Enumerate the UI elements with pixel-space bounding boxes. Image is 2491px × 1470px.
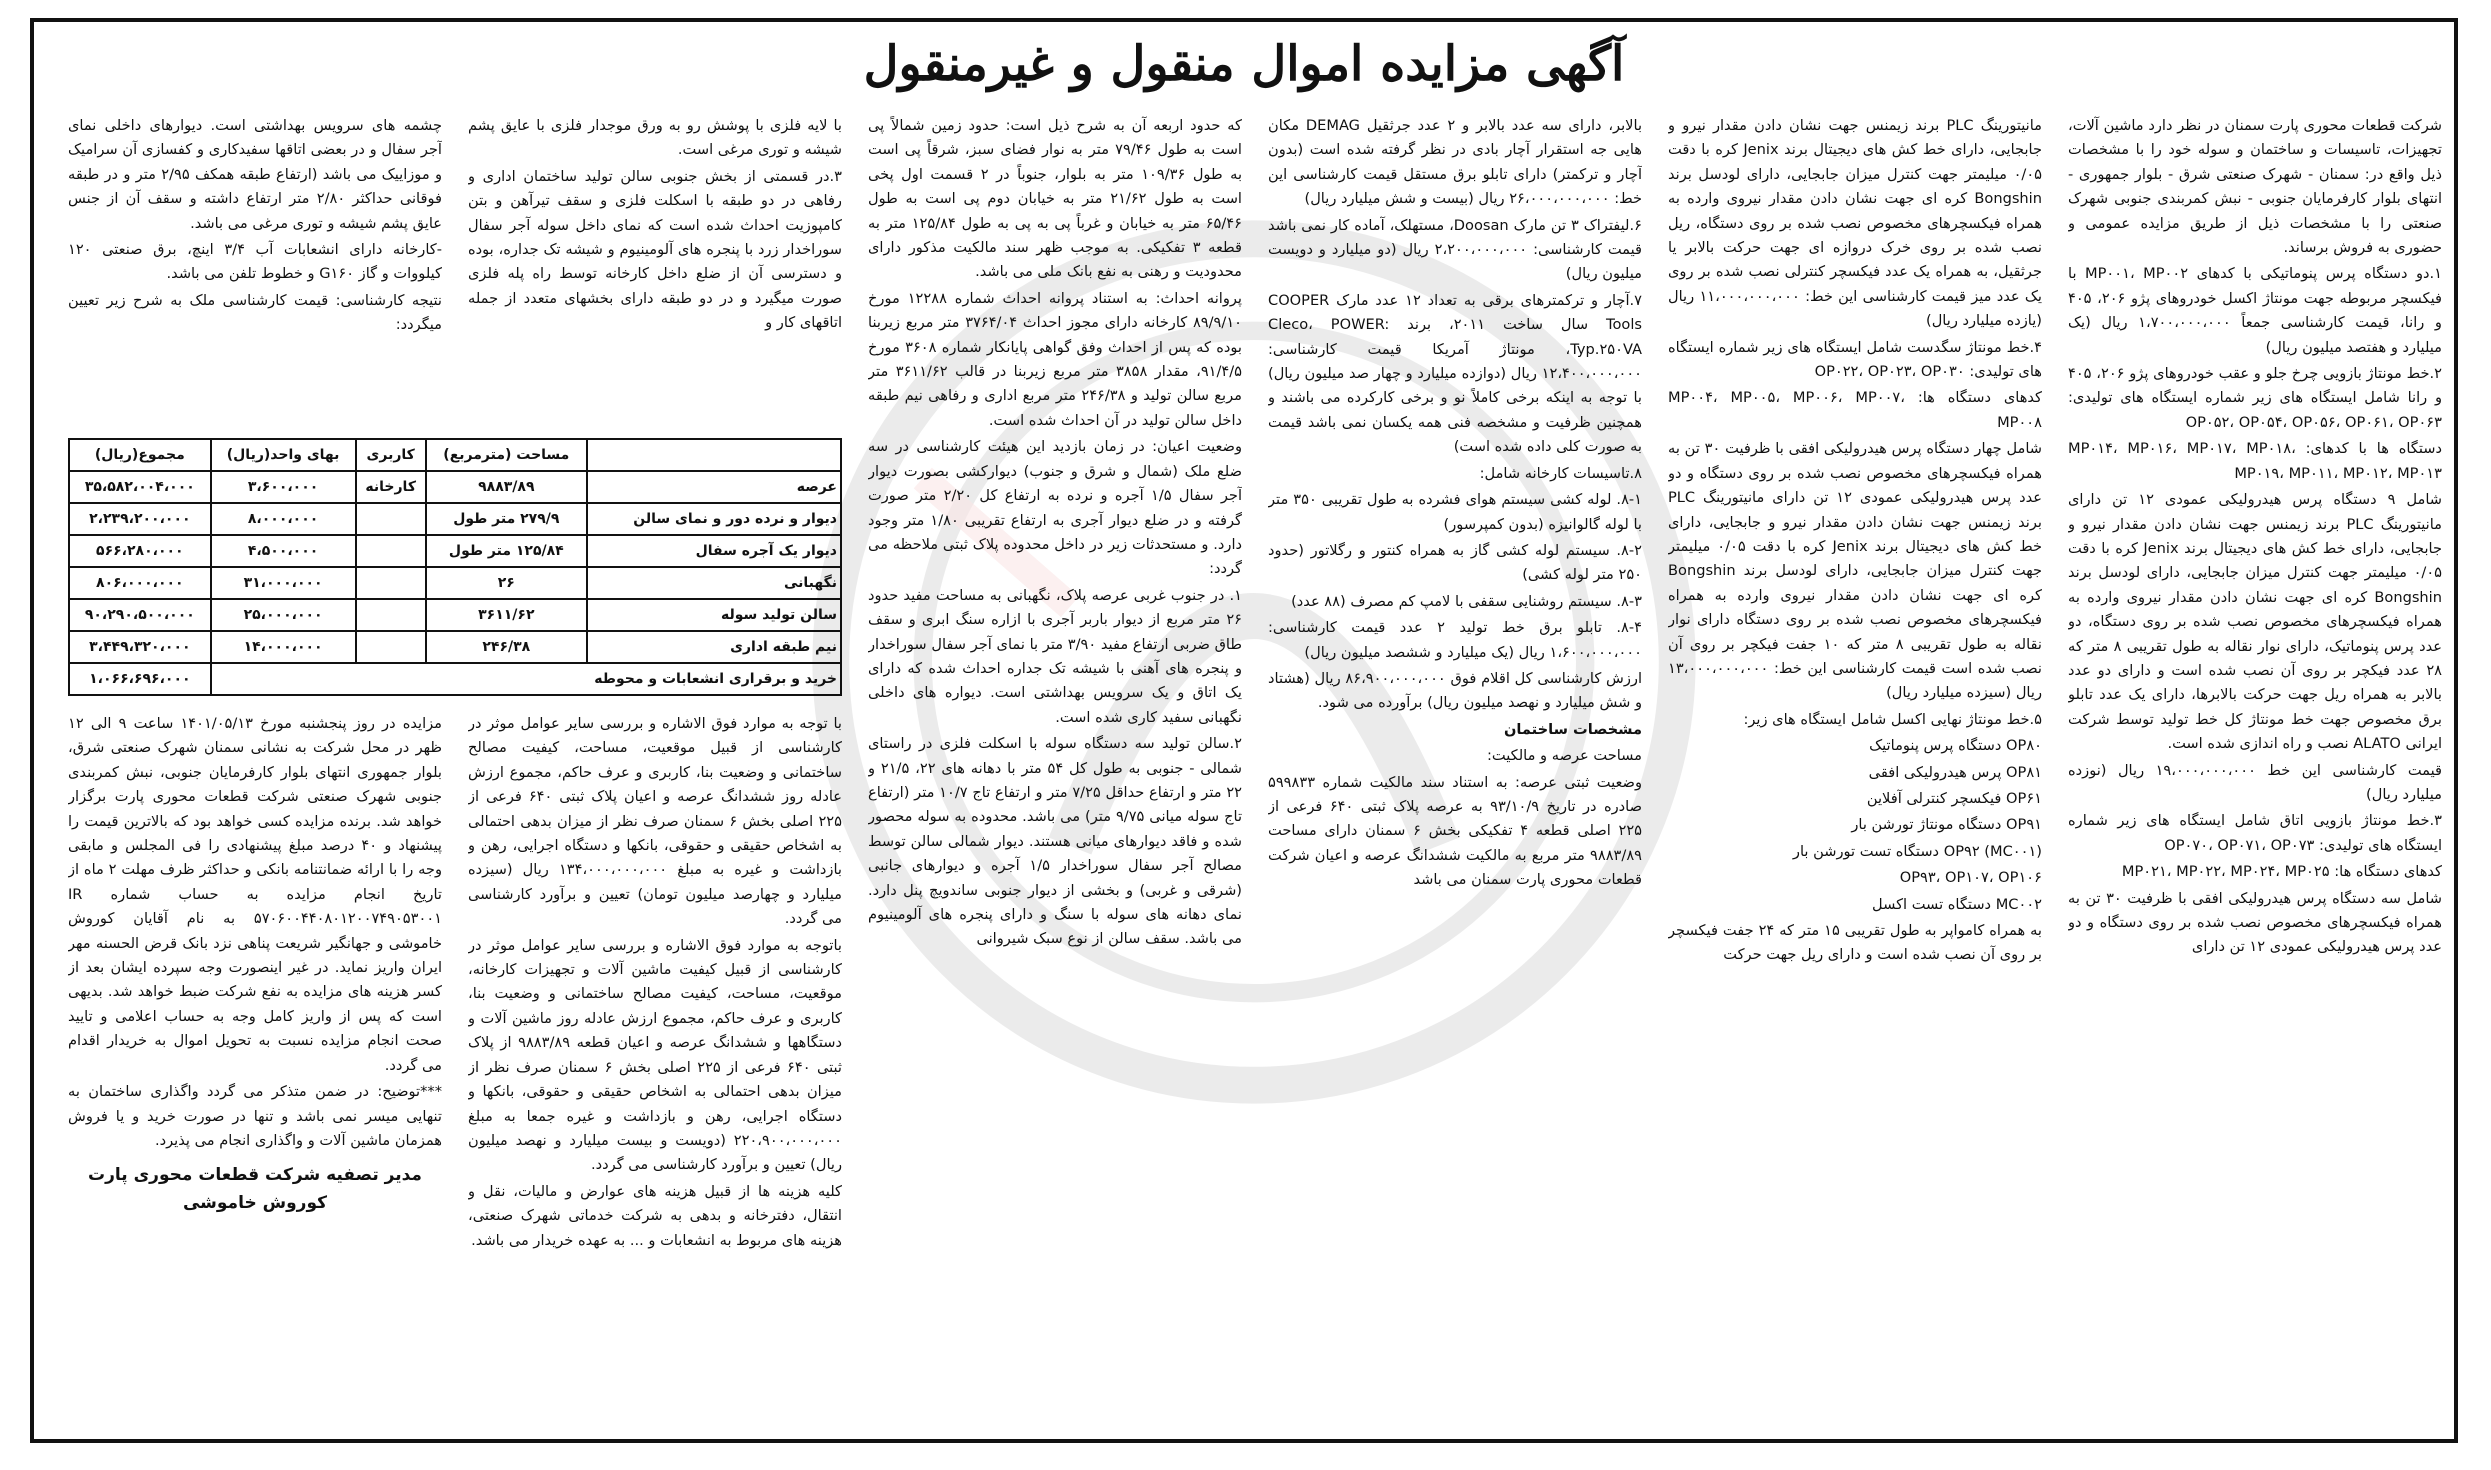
notice-frame <box>30 18 2458 1443</box>
paragraph: مشخصات ساختمان <box>1503 720 1642 738</box>
table-cell <box>356 599 426 631</box>
valuation-table <box>68 438 842 696</box>
paragraph: با توجه به موارد فوق الاشاره و بررسی سایر عوامل موثر در کارشناسی از قبیل موقعیت، مساحت، کیفیت مصالح ساختمانی و وضعیت بنا، کاربری و عرف حاکم، مجموع ارزش عادله روز ششدانگ عرصه و اعیان پلاک ثبتی ۶۴۰ فرعی از ۲۲۵ اصلی بخش ۶ سمنان صرف نظر از میزان بدهی احتمالی به اشخاص حقیقی و حقوقی، بانکها و دستگاه اجرایی، رهن و بازداشت و غیره به مبلغ ۱۳۴،۰۰۰،۰۰۰،۰۰۰ ریال (سیزده میلیارد و چهارصد میلیون تومان) تعیین و برآورد کارشناسی می گردد. <box>468 715 842 928</box>
paragraph: ***توضیح: در ضمن متذکر می گردد واگذاری ساختمان به تنهایی میسر نمی باشد و تنها در صورت خرید و یا فروش همزمان ماشین آلات و واگذاری انجام می پذیرد. <box>68 1083 442 1149</box>
table-header-cell: بهای واحد(ریال) <box>211 439 356 471</box>
table-cell <box>356 503 426 535</box>
paragraph: نتیجه کارشناسی: قیمت کارشناسی ملک به شرح زیر تعیین میگردد: <box>68 291 442 334</box>
table-cell: ۲،۲۳۹،۲۰۰،۰۰۰ <box>69 503 211 535</box>
paragraph: ۸-۴. تابلو برق خط تولید ۲ عدد قیمت کارشناسی: ۱،۶۰۰،۰۰۰،۰۰۰ ریال (یک میلیارد و ششصد میلیون ریال) <box>1268 619 1642 661</box>
paragraph: قیمت کارشناسی این خط ۱۹،۰۰۰،۰۰۰،۰۰۰ ریال (نوزده میلیارد ریال) <box>2068 761 2442 803</box>
column-2 <box>1668 114 2042 1429</box>
paragraph: ۳.خط مونتاژ بازویی اتاق شامل ایستگاه های زیر شماره ایستگاه های تولیدی: OP۰۷۰، OP۰۷۱، OP۰۷۳ <box>2068 812 2442 854</box>
table-cell: دیوار یک آجره سفال <box>587 535 841 567</box>
table-cell: ۸،۰۰۰،۰۰۰ <box>211 503 356 535</box>
table-row <box>69 471 841 503</box>
paragraph: ۱.دو دستگاه پرس پنوماتیکی با کدهای MP۰۰۱، MP۰۰۲ با فیکسچر مربوطه جهت مونتاژ اکسل خودروهای پژو ۲۰۶، ۴۰۵ و رانا، قیمت کارشناسی جمعاً ۱،۷۰۰،۰۰۰،۰۰۰ ریال (یک میلیارد و هفتصد میلیون ریال) <box>2068 265 2442 356</box>
paragraph: مانیتورینگ PLC برند زیمنس جهت نشان دادن مقدار نیرو و جابجایی، دارای خط کش های دیجیتال برند Jenix کره با دقت ۰/۰۵ میلیمتر جهت کنترل میزان جابجایی، دارای لودسل برند Bongshin کره ای جهت نشان دادن مقدار نیروی وارده به همراه فیکسچرهای مخصوص نصب شده بر روی دستگاه، ریل نصب شده بر روی خرک دروازه ای جهت حرکت بالابر یا جرثقیل، به همراه یک عدد فیکسچر کنترلی نصب شده بر روی یک عدد میز قیمت کارشناسی این خط: ۱۱،۰۰۰،۰۰۰،۰۰۰ ریال (یازده میلیارد ریال) <box>1668 117 2042 330</box>
paragraph: بالابر، دارای سه عدد بالابر و ۲ عدد جرثقیل DEMAG مکان هایی جه استقرار آچار بادی در نظر گرفته شده است (بدون آچار و ترکمتر) دارای تابلو برق مستقل قیمت کارشناسی این خط: ۲۶،۰۰۰،۰۰۰،۰۰۰ ریال (بیست و شش میلیارد ریال) <box>1268 117 1642 208</box>
table-cell: ۳،۴۴۹،۳۲۰،۰۰۰ <box>69 631 211 663</box>
paragraph: چشمه های سرویس بهداشتی است. دیوارهای داخلی نمای آجر سفال و در بعضی اتاقها سفیدکاری و کفسازی آن سرامیک و موزاییک می باشد (ارتفاع طبقه همکف ۲/۹۵ متر و در طبقه فوقانی حداکثر ۲/۸۰ متر ارتفاع داشته و سقف آن از جنس عایق پشم شیشه و توری مرغی می باشد. <box>68 117 442 232</box>
table-cell: کارخانه <box>356 471 426 503</box>
table-cell: خرید و برقراری انشعابات و محوطه <box>211 663 841 695</box>
paragraph: باتوجه به موارد فوق الاشاره و بررسی سایر عوامل موثر در کارشناسی از قبیل کیفیت ماشین آلات و تجهیزات کارخانه، موقعیت، مساحت، کیفیت مصالح ساختمانی و وضعیت بنا، کاربری و عرف حاکم، مجموع ارزش عادله روز ماشین آلات و دستگاهها و ششدانگ عرصه و اعیان قطعه ۹۸۸۳/۸۹ از پلاک ثبتی ۶۴۰ فرعی از ۲۲۵ اصلی بخش ۶ سمنان صرف نظر از میزان بدهی احتمالی به اشخاص حقیقی و حقوقی، بانکها و دستگاه اجرایی، رهن و بازداشت و غیره جمعا به مبلغ ۲۲۰،۹۰۰،۰۰۰،۰۰۰ (دویست و بیست میلیارد و نهصد میلیون ریال) تعیین و برآورد کارشناسی می گردد. <box>468 936 842 1174</box>
paragraph: OP۹۲ (MC۰۰۱) دستگاه تست تورشن بار <box>1792 842 2042 860</box>
paragraph: ۸-۱. لوله کشی سیستم هوای فشرده به طول تقریبی ۳۵۰ متر با لوله گالوانیزه (بدون کمپرسور) <box>1268 491 1642 533</box>
table-cell: ۲۴۶/۳۸ <box>426 631 587 663</box>
signature-name: کوروش خاموشی <box>182 1193 327 1214</box>
table-cell: نیم طبقه اداری <box>587 631 841 663</box>
table-cell <box>356 567 426 599</box>
paragraph: وضعیت ثبتی عرصه: به استناد سند مالکیت شماره ۵۹۹۸۳۳ صادره در تاریخ ۹۳/۱۰/۹ به عرصه پلاک ثبتی ۶۴۰ فرعی از ۲۲۵ اصلی قطعه ۴ تفکیکی بخش ۶ سمنان دارای مساحت ۹۸۸۳/۸۹ متر مربع به مالکیت ششدانگ عرصه و اعیان شرکت قطعات محوری پارت سمنان می باشد <box>1268 773 1642 889</box>
table-cell: نگهبانی <box>587 567 841 599</box>
table-cell: ۱،۰۶۶،۶۹۶،۰۰۰ <box>69 663 211 695</box>
signature-block <box>68 1161 442 1217</box>
table-cell: ۲۵،۰۰۰،۰۰۰ <box>211 599 356 631</box>
paragraph: مزایده در روز پنجشنبه مورخ ۱۴۰۱/۰۵/۱۳ ساعت ۹ الی ۱۲ ظهر در محل شرکت به نشانی سمنان شهرک صنعتی شرق، بلوار جمهوری انتهای بلوار کارفرمایان جنوبی، نبش کمربندی جنوبی شهرک صنعتی شرکت قطعات محوری پارت برگزار خواهد شد. برنده مزایده کسی خواهد بود که بالاترین قیمت را پیشنهاد و ۴۰ درصد مبلغ پیشنهادی را فی المجلس و مابقی وجه را با ارائه ضمانتنامه بانکی و حداکثر ظرف مهلت ۲ ماه از تاریخ انجام مزایده به حساب شماره IR ۵۷۰۶۰۰۴۴۰۸۰۱۲۰۰۷۴۹۰۵۳۰۰۱ به نام آقایان کوروش خاموشی و جهانگیر شریعت پناهی نزد بانک قرض الحسنه مهر ایران واریز نماید. در غیر اینصورت وجه سپرده ایشان بعد از کسر هزینه های مزایده به نفع شرکت ضبط خواهد شد. بدیهی است که پس از واریز کامل وجه به حساب اعلامی و تایید صحت انجام مزایده نسبت به تحویل اموال به خریدار اقدام می گردد. <box>68 715 442 1074</box>
paragraph: ۵.خط مونتاژ نهایی اکسل شامل ایستگاه های زیر: <box>1743 710 2042 728</box>
table-header-cell: مجموع(ریال) <box>69 439 211 471</box>
table-cell: ۳،۶۰۰،۰۰۰ <box>211 471 356 503</box>
paragraph: ۲.سالن تولید سه دستگاه سوله با اسکلت فلزی در راستای شمالی - جنوبی به طول کل ۵۴ متر با دهانه های ۲۲، ۲۱/۵ و ۲۲ متر و ارتفاع حداقل ۷/۲۵ متر و ارتفاع تاج ۱۰/۷ متر (ارتفاع تاج سوله میانی ۹/۷۵ متر) می باشد. محدوده به سوله محصور شده و فاقد دیوارهای میانی هستند. دیوار شمالی سالن توسط مصالح آجر سفال سوراخدار ۱/۵ آجره و دیوارهای جانبی (شرقی و غربی) و بخشی از دیوار جنوبی ساندویچ پنل دارد. نمای دهانه های سوله با سنگ و دارای پنجره های آلومینیوم می باشد. سقف سالن از نوع سبک شیروانی <box>868 735 1242 948</box>
table-cell: ۹۸۸۳/۸۹ <box>426 471 587 503</box>
paragraph: -کارخانه دارای انشعابات آب ۳/۴ اینچ، برق صنعتی ۱۲۰ کیلووات و گاز G۱۶۰ و خطوط تلفن می باشد. <box>68 241 442 283</box>
column-3 <box>1268 114 1642 1429</box>
table-cell: ۱۴،۰۰۰،۰۰۰ <box>211 631 356 663</box>
paragraph: شامل سه دستگاه پرس هیدرولیکی افقی با ظرفیت ۳۰ تن به همراه فیکسچرهای مخصوص نصب شده بر روی دستگاه و دو عدد پرس هیدرولیکی عمودی ۱۲ تن دارای <box>2068 889 2442 956</box>
paragraph: OP۸۱ پرس هیدرولیکی افقی <box>1868 763 2042 781</box>
table-cell: ۳۵،۵۸۲،۰۰۴،۰۰۰ <box>69 471 211 503</box>
paragraph: ۴.خط مونتاژ سگدست شامل ایستگاه های زیر شماره ایستگاه های تولیدی: OP۰۲۲، OP۰۲۳، OP۰۳۰ <box>1668 338 2042 381</box>
notice-title: آگهی مزایده اموال منقول و غیرمنقول <box>863 36 1625 92</box>
paragraph: OP۸۰ دستگاه پرس پنوماتیک <box>1869 737 2042 755</box>
paragraph: ۸-۳. سیستم روشنایی سقفی با لامپ کم مصرف (۸۸ عدد) <box>1291 592 1642 610</box>
table-row <box>69 535 841 567</box>
column-1 <box>2068 114 2442 1429</box>
table-header-cell <box>587 439 841 471</box>
paragraph: ارزش کارشناسی کل اقلام فوق ۸۶،۹۰۰،۰۰۰،۰۰۰ ریال (هشتاد و شش میلیارد و نهصد میلیون ریال) برآورده می شود. <box>1268 669 1642 712</box>
paragraph: دستگاه ها با کدهای: MP۰۱۴، MP۰۱۶، MP۰۱۷، MP۰۱۸، MP۰۱۹، MP۰۱۱، MP۰۱۲، MP۰۱۳ <box>2068 440 2442 482</box>
table-cell: دیوار و نرده دور و نمای سالن <box>587 503 841 535</box>
signature-title: مدیر تصفیه شرکت قطعات محوری پارت <box>88 1165 422 1186</box>
table-row <box>69 503 841 535</box>
table-cell: سالن تولید سوله <box>587 599 841 631</box>
paragraph: کلیه هزینه ها از قبیل هزینه های عوارض و مالیات، نقل و انتقال، دفترخانه و بدهی به شرکت خدماتی شهرک صنعتی، هزینه های مربوط به انشعابات و ... به عهده خریدار می باشد. <box>468 1182 842 1249</box>
column-4 <box>868 114 1242 1429</box>
table-cell: ۳۱،۰۰۰،۰۰۰ <box>211 567 356 599</box>
paragraph: OP۹۱ دستگاه مونتاژ تورشن بار <box>1851 816 2042 834</box>
column-5-lower <box>468 712 842 1432</box>
table-cell: عرصه <box>587 471 841 503</box>
paragraph: ۲.خط مونتاژ بازویی چرخ جلو و عقب خودروهای پژو ۲۰۶، ۴۰۵ و رانا شامل ایستگاه های زیر شماره ایستگاه های تولیدی: OP۰۵۲، OP۰۵۴، OP۰۵۶، OP۰۶۱، OP۰۶۳ <box>2068 365 2442 431</box>
table-row <box>69 567 841 599</box>
paragraph: کدهای دستگاه ها: MP۰۰۴، MP۰۰۵، MP۰۰۶، MP۰۰۷، MP۰۰۸ <box>1668 389 2042 431</box>
paragraph: ۱. در جنوب غربی عرصه پلاک، نگهبانی به مساحت مفید حدود ۲۶ متر مربع از دیوار باربر آجری با ازاره سنگ ابری و سقف طاق ضربی ارتفاع مفید ۳/۹۰ متر با نمای آجر سفال سوراخدار و پنجره های آهنی با شیشه تک جداره احداث شده که دارای یک اتاق و یک سرویس بهداشتی است. دیواره های داخلی نگهبانی سفید کاری شده است. <box>868 586 1242 726</box>
table-cell: ۲۷۹/۹ متر طول <box>426 503 587 535</box>
table-cell <box>356 535 426 567</box>
table-cell <box>356 631 426 663</box>
paragraph: ۶.لیفتراک ۳ تن مارک Doosan، مستهلک، آماده کار نمی باشد قیمت کارشناسی: ۲،۲۰۰،۰۰۰،۰۰۰ ریال (دو میلیارد و دویست میلیون ریال) <box>1268 216 1642 283</box>
table-cell: ۲۶ <box>426 567 587 599</box>
table-cell: ۴،۵۰۰،۰۰۰ <box>211 535 356 567</box>
paragraph: پروانه احداث: به استناد پروانه احداث شماره ۱۲۲۸۸ مورخ ۸۹/۹/۱۰ کارخانه دارای مجوز احداث ۳۷۶۴/۰۴ متر مربع زیربنا بوده که پس از احداث وفق گواهی پایانکار شماره ۳۶۰۸ مورخ ۹۱/۴/۵، مقدار ۳۸۵۸ متر مربع زیربنا در قالب ۳۶۱۱/۶۲ متر مربع سالن تولید و ۲۴۶/۳۸ متر مربع اداری و رفاهی نیم طبقه داخل سالن تولید در آن احداث شده است. <box>868 289 1242 429</box>
paragraph: کدهای دستگاه ها: MP۰۲۱، MP۰۲۲، MP۰۲۴، MP۰۲۵ <box>2121 863 2442 881</box>
paragraph: به همراه کامواپر به طول تقریبی ۱۵ متر که ۲۴ جفت فیکسچر بر روی آن نصب شده است و دارای ریل جهت حرکت <box>1668 922 2042 964</box>
table-cell: ۵۶۶،۲۸۰،۰۰۰ <box>69 535 211 567</box>
table-cell: ۳۶۱۱/۶۲ <box>426 599 587 631</box>
valuation-table-wrap <box>68 432 842 704</box>
table-row <box>69 599 841 631</box>
table-header-cell: کاربری <box>356 439 426 471</box>
table-row <box>69 631 841 663</box>
paragraph: MC۰۰۲ دستگاه تست اکسل <box>1872 895 2042 913</box>
column-6-lower <box>68 712 442 1432</box>
paragraph: شامل ۹ دستگاه پرس هیدرولیکی عمودی ۱۲ تن دارای مانیتورینگ PLC برند زیمنس جهت نشان دادن مقدار نیرو و جابجایی، دارای خط کش های دیجیتال برند Jenix کره با دقت ۰/۰۵ میلیمتر جهت کنترل میزان جابجایی، دارای لودسل برند Bongshin کره ای جهت نشان دادن مقدار نیروی وارده به همراه فیکسچرهای مخصوص نصب شده بر روی دستگاه، دو عدد پرس پنوماتیک، دارای نوار نقاله به طول تقریبی ۸ متر که ۲۸ عدد فیکچر بر روی آن نصب شده است و دارای دو عدد بالابر به همراه ریل جهت حرکت بالابرها، دارای یک عدد تابلو برق مخصوص جهت خط مونتاژ کل خط تولید توسط شرکت ایرانی ALATO نصب و راه اندازی شده است. <box>2068 491 2442 753</box>
paragraph: مساحت عرصه و مالکیت: <box>1487 747 1642 765</box>
paragraph: شامل چهار دستگاه پرس هیدرولیکی افقی با ظرفیت ۳۰ تن به همراه فیکسچرهای مخصوص نصب شده بر روی دستگاه و دو عدد پرس هیدرولیکی عمودی ۱۲ تن دارای مانیتورینگ PLC برند زیمنس جهت نشان دادن مقدار نیرو و جابجایی، دارای خط کش های دیجیتال برند Jenix کره با دقت ۰/۰۵ میلیمتر جهت کنترل میزان جابجایی، دارای لودسل برند Bongshin کره ای جهت نشان دادن مقدار نیروی وارده به همراه فیکسچرهای مخصوص نصب شده بر روی دستگاه دارای نوار نقاله به طول تقریبی ۸ متر که ۱۰ جفت فیکچر بر روی آن نصب شده است قیمت کارشناسی این خط: ۱۳،۰۰۰،۰۰۰،۰۰۰ ریال (سیزده میلیارد ریال) <box>1668 440 2042 702</box>
table-cell: ۹۰،۲۹۰،۵۰۰،۰۰۰ <box>69 599 211 631</box>
paragraph: ۷.آچار و ترکمترهای برقی به تعداد ۱۲ عدد مارک COOPER Tools سال ساخت ۲۰۱۱، برند Cleco، POWER: Typ.۲۵۰VA، مونتاژ آمریکا قیمت کارشناسی: ۱۲،۴۰۰،۰۰۰،۰۰۰ ریال (دوازده میلیارد و چهار صد میلیون ریال) با توجه به اینکه برخی کاملاً نو و برخی کارکرده می باشند و همچنین ظرفیت و مشخصه فنی همه یکسان نمی باشد قیمت به صورت کلی داده شده است) <box>1268 291 1642 456</box>
paragraph: شرکت قطعات محوری پارت سمنان در نظر دارد ماشین آلات، تجهیزات، تاسیسات و ساختمان و سوله خود را با مشخصات ذیل واقع در: سمنان - شهرک صنعتی شرق - بلوار جمهوری - انتهای بلوار کارفرمایان جنوبی - نبش کمربندی جنوبی شهرک صنعتی را با مشخصات ذیل از طریق مزایده عمومی و حضوری به فروش برساند. <box>2068 117 2442 257</box>
paragraph: OP۹۳، OP۱۰۷، OP۱۰۶ <box>1899 869 2042 887</box>
table-row <box>69 663 841 695</box>
paragraph: با لایه فلزی با پوشش رو به ورق موجدار فلزی با عایق پشم شیشه و توری مرغی است. <box>468 117 842 159</box>
paragraph: ۸.تاسیسات کارخانه شامل: <box>1479 464 1642 482</box>
paragraph: OP۶۱ فیکسچر کنترلی آفلاین <box>1866 789 2042 807</box>
table-header-cell: مساحت (مترمربع) <box>426 439 587 471</box>
paragraph: که حدود اربعه آن به شرح ذیل است: حدود زمین شمالاً پی است به طول ۷۹/۴۶ متر به نوار فضای سبز، شرقاً پی است به طول ۱۰۹/۳۶ متر به بلوار، جنوباً در ۲ قسمت اول پخی است به طول ۲۱/۶۲ متر به خیابان دوم پی است به طول ۶۵/۴۶ متر به خیابان و غرباً پی به پی به طول ۱۲۵/۸۴ متر به قطعه ۳ تفکیکی. به موجب ظهر سند مالکیت مذکور دارای محدودیت و رهنی به نفع بانک ملی می باشد. <box>868 117 1242 281</box>
paragraph: ۳.در قسمتی از بخش جنوبی سالن تولید ساختمان اداری و رفاهی در دو طبقه با اسکلت فلزی و سقف تیرآهن و بتن کامپوزیت احداث شده است که نمای داخل سوله آجر سفال سوراخدار زرد با پنجره های آلومینیوم و شیشه تک جداره، بوده و دسترسی آن از ضلع داخل کارخانه توسط راه پله فلزی صورت میگیرد و در دو طبقه دارای بخشهای متعدد از جمله اتاقهای کار و <box>468 167 842 332</box>
paragraph: ۸-۲. سیستم لوله کشی گاز به همراه کنتور و رگلاتور (حدود ۲۵۰ متر لوله کشی) <box>1268 541 1642 584</box>
table-cell: ۱۲۵/۸۴ متر طول <box>426 535 587 567</box>
table-cell: ۸۰۶،۰۰۰،۰۰۰ <box>69 567 211 599</box>
paragraph: وضعیت اعیان: در زمان بازدید این هیئت کارشناسی در سه ضلع ملک (شمال و شرق و جنوب) دیوارکشی بصورت دیوار آجر سفال ۱/۵ آجره و نرده به ارتفاع کل ۲/۲۰ متر صورت گرفته و در ضلع دیوار آجری به ارتفاع تقریبی ۱/۸۰ متر وجود دارد. و مستحدثات زیر در داخل محدوده پلاک ثبتی ملاحظه می گردد: <box>868 438 1242 578</box>
